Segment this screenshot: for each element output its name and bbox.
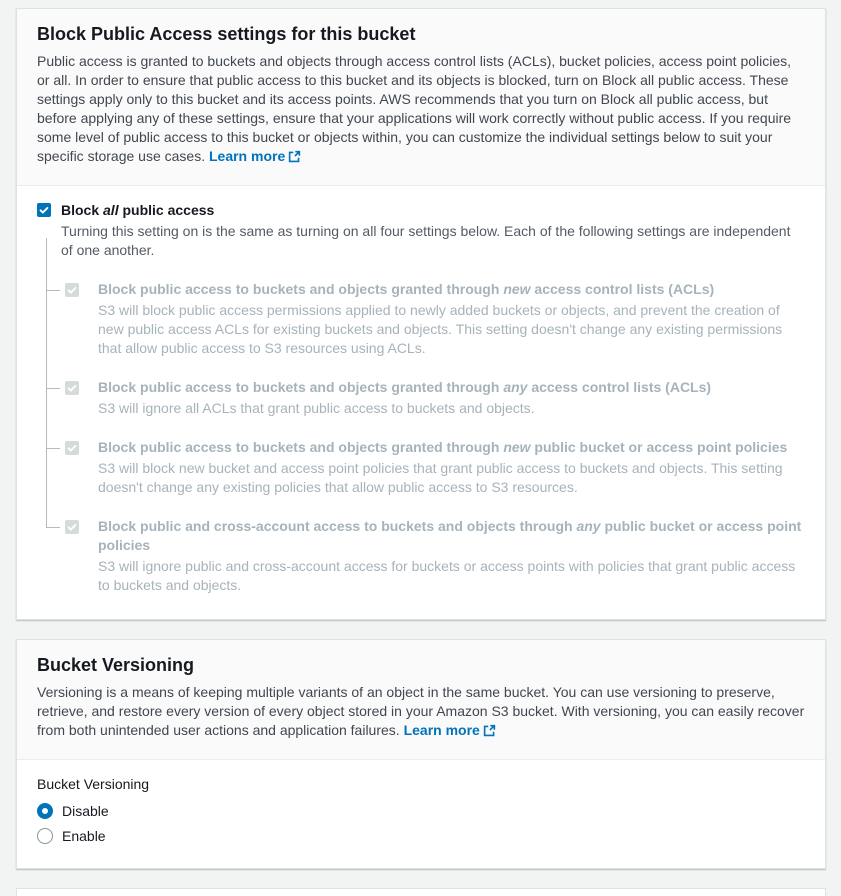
- setting-block-new-policies: [46, 438, 805, 497]
- bucket-versioning-header: [17, 640, 825, 760]
- checkmark-icon: [66, 521, 78, 533]
- setting-description: S3 will ignore all ACLs that grant public access to buckets and objects.: [98, 400, 535, 416]
- next-card-top-edge: [16, 888, 826, 896]
- block-cross-account-checkbox: [65, 520, 79, 534]
- versioning-disable-option[interactable]: [37, 803, 805, 819]
- bucket-versioning-card: [16, 639, 826, 869]
- block-all-public-access-description: Turning this setting on is the same as turning on all four settings below. Each of the following settings are independent of one another.: [61, 223, 791, 258]
- learn-more-link[interactable]: Learn more: [209, 148, 301, 164]
- disable-radio[interactable]: [37, 803, 53, 819]
- block-public-access-content: [17, 186, 825, 619]
- setting-description: S3 will block public access permissions applied to newly added buckets or objects, and prevent the creation of new public access ACLs for existing buckets and objects. This setting doesn't change any existing permissions that allow public access to S3 resources using ACLs.: [98, 302, 783, 356]
- enable-radio-label: Enable: [62, 828, 106, 844]
- checkmark-icon: [66, 382, 78, 394]
- setting-block-cross-account: [46, 517, 805, 595]
- setting-block-any-acls: [46, 378, 805, 418]
- checkmark-icon: [66, 284, 78, 296]
- external-link-icon: [483, 724, 496, 740]
- bucket-versioning-field-label: Bucket Versioning: [37, 776, 150, 792]
- checkmark-icon: [38, 204, 50, 216]
- block-public-access-title: Block Public Access settings for this bucket: [37, 24, 416, 44]
- block-public-access-description: Public access is granted to buckets and objects through access control lists (ACLs), bucket policies, access point policies, or all. In order to ensure that public access to this bucket and its objects is blocked, turn on Block all public access. These settings apply only to this bucket and its access points. AWS recommends that you turn on Block all public access, but before applying any of these settings, ensure that your applications will work correctly without public access. If you require some level of public access to this bucket or objects within, you can customize the individual settings below to suit your specific storage use cases. Learn more: [37, 53, 792, 164]
- block-public-access-header: [17, 9, 825, 186]
- bucket-versioning-description: Versioning is a means of keeping multiple variants of an object in the same bucket. You can use versioning to preserve, retrieve, and restore every version of every object stored in your Amazon S3 bucket. With versioning, you can easily recover from both unintended user actions and application failures. Learn more: [37, 684, 805, 738]
- checkmark-icon: [66, 442, 78, 454]
- setting-block-new-acls: [46, 280, 805, 358]
- external-link-icon: [288, 150, 301, 166]
- block-all-public-access-checkbox[interactable]: [37, 203, 51, 217]
- versioning-enable-option[interactable]: [37, 828, 805, 844]
- enable-radio[interactable]: [37, 828, 53, 844]
- disable-radio-label: Disable: [62, 803, 109, 819]
- bucket-versioning-content: [17, 760, 825, 868]
- bucket-versioning-title: Bucket Versioning: [37, 655, 195, 675]
- block-new-policies-checkbox: [65, 441, 79, 455]
- block-public-access-card: [16, 8, 826, 620]
- block-all-public-access-row: [37, 200, 805, 220]
- setting-title: Block public access to buckets and objects granted through any access control lists (ACLs): [98, 379, 712, 395]
- setting-title: Block public access to buckets and objects granted through new public bucket or access point policies: [98, 439, 788, 455]
- block-all-public-access-label: Block all public access: [61, 202, 215, 218]
- setting-description: S3 will ignore public and cross-account access for buckets or access points with policies that grant public access to buckets and objects.: [98, 558, 796, 593]
- setting-description: S3 will block new bucket and access point policies that grant public access to buckets and objects. This setting doesn't change any existing policies that allow public access to S3 resources.: [98, 460, 783, 495]
- setting-title: Block public and cross-account access to buckets and objects through any public bucket or access point policies: [98, 518, 802, 553]
- learn-more-link[interactable]: Learn more: [404, 722, 496, 738]
- block-new-acls-checkbox: [65, 283, 79, 297]
- child-settings-tree: [46, 280, 805, 595]
- setting-title: Block public access to buckets and objects granted through new access control lists (ACLs): [98, 281, 715, 297]
- block-any-acls-checkbox: [65, 381, 79, 395]
